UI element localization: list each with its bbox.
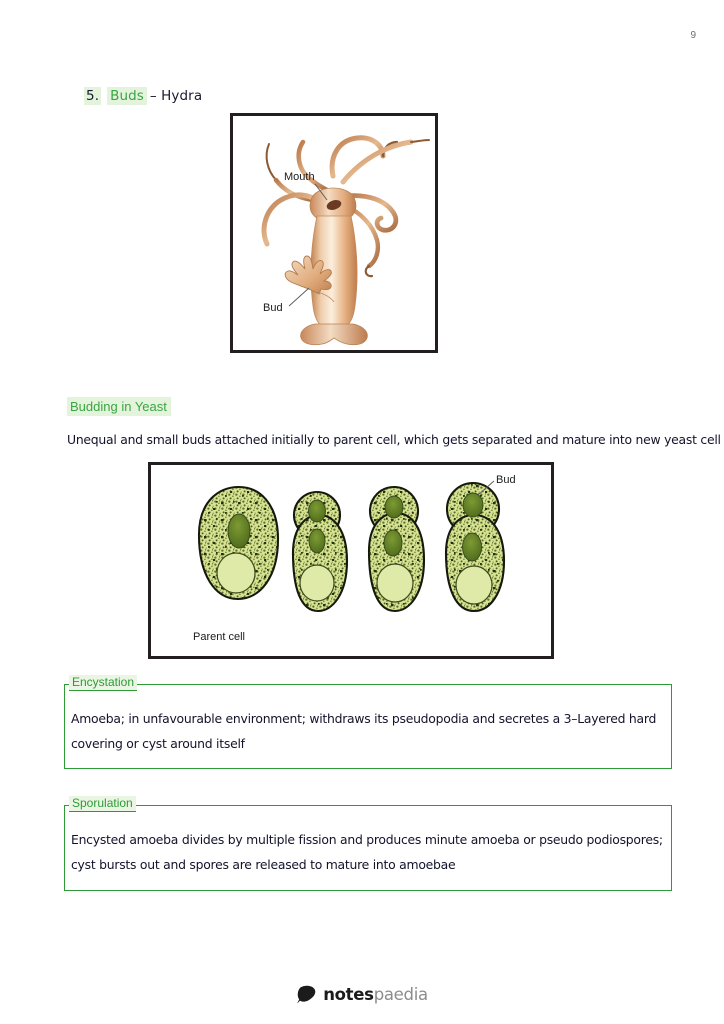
hydra-figure <box>230 113 438 353</box>
yeast-stage-2 <box>293 492 347 611</box>
page-title <box>84 88 202 104</box>
hydra-mouth-label: Mouth <box>284 171 315 183</box>
hydra-illustration <box>233 116 435 350</box>
note-legend-encystation: Encystation <box>69 675 137 691</box>
list-item-rest: – Hydra <box>149 88 203 104</box>
brand-wordmark <box>323 984 428 1004</box>
note-legend-sporulation: Sporulation <box>69 796 136 812</box>
yeast-parent-cell-label: Parent cell <box>193 631 245 643</box>
hydra-bud-leader <box>289 288 309 306</box>
note-box-encystation <box>64 675 672 769</box>
note-text-sporulation: Encysted amoeba divides by multiple fission and produces minute amoeba or pseudo podiospores; cyst bursts out and spores are released to mature into amoebae <box>71 832 663 872</box>
yeast-bud-label: Bud <box>496 474 516 486</box>
yeast-vacuole <box>217 553 255 593</box>
yeast-illustration <box>151 465 551 656</box>
section-heading-budding-in-yeast: Budding in Yeast <box>67 397 171 416</box>
note-box-sporulation <box>64 796 672 891</box>
notespaedia-mark-icon <box>296 985 318 1005</box>
brand-bold: notes <box>323 984 374 1004</box>
yeast-nucleus <box>228 514 250 548</box>
footer-branding <box>0 985 724 1005</box>
list-item-number: 5. <box>86 88 100 104</box>
hydra-foot <box>301 324 368 345</box>
hydra-bud-label: Bud <box>263 302 283 314</box>
yeast-budding-figure <box>148 462 554 659</box>
page-number: 9 <box>690 30 696 41</box>
list-item-keyword: Buds <box>107 87 147 105</box>
yeast-stage-3 <box>369 487 424 611</box>
brand-light: paedia <box>373 984 428 1004</box>
note-text-encystation: Amoeba; in unfavourable environment; withdraws its pseudopodia and secretes a 3–Layered hard covering or cyst around itself <box>71 711 657 751</box>
yeast-stage-1 <box>199 487 278 599</box>
yeast-stage-4 <box>446 483 504 611</box>
yeast-intro-paragraph: Unequal and small buds attached initially to parent cell, which gets separated and mature into new yeast cell <box>67 432 721 447</box>
